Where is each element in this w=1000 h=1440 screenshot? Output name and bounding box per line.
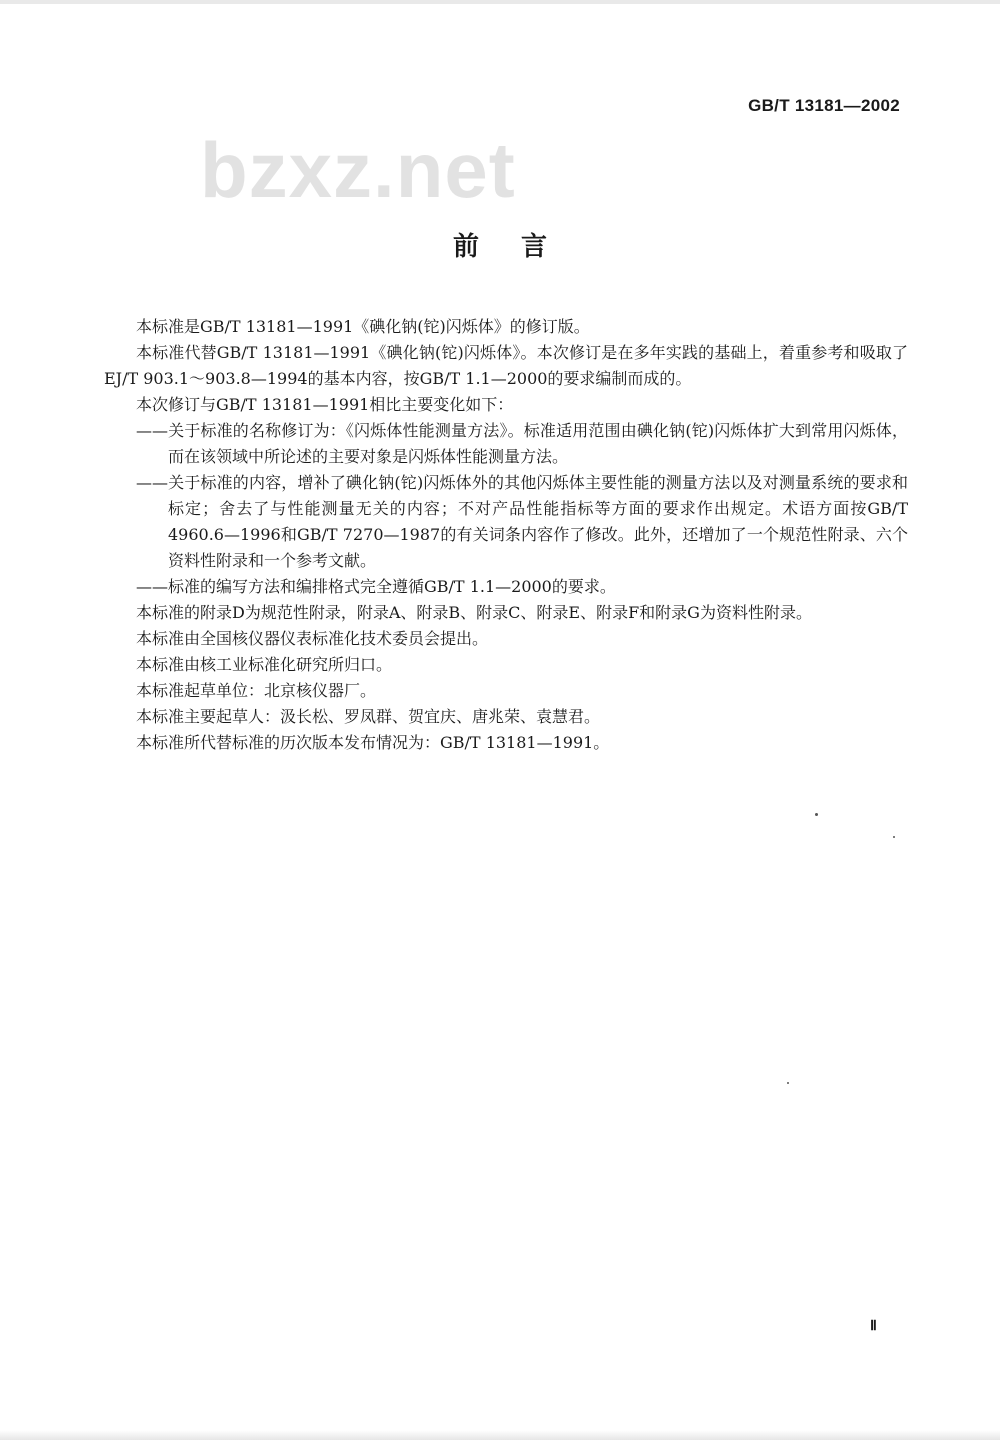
scan-speck — [787, 1082, 789, 1084]
paragraph-replaces: 本标准代替GB/T 13181—1991《碘化钠(铊)闪烁体》。本次修订是在多年实践的基础上，着重参考和吸取了EJ/T 903.1～903.8—1994的基本内容，按GB/T 1.1—2000的要求编制而成的。 — [104, 343, 908, 388]
scan-speck — [815, 813, 818, 816]
paragraph-edition-history: 本标准所代替标准的历次版本发布情况为：GB/T 13181—1991。 — [136, 733, 610, 752]
change-item-content: ——关于标准的内容，增补了碘化钠(铊)闪烁体外的其他闪烁体主要性能的测量方法以及对测量系统的要求和标定；舍去了与性能测量无关的内容；不对产品性能指标等方面的要求作出规定。术语方面按GB/T 4960.6—1996和GB/T 7270—1987的有关词条内容作了修改。此外，还增加了一个规范性附录、六个资料性附录和一个参考文献。 — [136, 473, 908, 570]
paragraph-annexes: 本标准的附录D为规范性附录，附录A、附录B、附录C、附录E、附录F和附录G为资料性附录。 — [136, 603, 812, 622]
paragraph-proposed-by: 本标准由全国核仪器仪表标准化技术委员会提出。 — [136, 629, 489, 648]
standard-code: GB/T 13181—2002 — [748, 96, 900, 115]
page-number: Ⅱ — [870, 1319, 877, 1334]
paragraph-changes-intro: 本次修订与GB/T 13181—1991相比主要变化如下： — [136, 395, 514, 414]
paragraph-revision-of: 本标准是GB/T 13181—1991《碘化钠(铊)闪烁体》的修订版。 — [136, 317, 590, 336]
scan-edge-top — [0, 0, 1000, 4]
paragraph-drafting-unit: 本标准起草单位：北京核仪器厂。 — [136, 681, 377, 700]
paragraph-centralized-by: 本标准由核工业标准化研究所归口。 — [136, 655, 393, 674]
page-title: 前言 — [452, 232, 589, 262]
scan-edge-bottom — [0, 1430, 1000, 1440]
watermark: bzxz.net — [200, 126, 516, 214]
change-item-name: ——关于标准的名称修订为：《闪烁体性能测量方法》。标准适用范围由碘化钠(铊)闪烁体扩大到常用闪烁体，而在该领域中所论述的主要对象是闪烁体性能测量方法。 — [136, 421, 908, 466]
paragraph-drafters: 本标准主要起草人：汲长松、罗凤群、贺宜庆、唐兆荣、袁慧君。 — [136, 707, 601, 726]
change-item-format: ——标准的编写方法和编排格式完全遵循GB/T 1.1—2000的要求。 — [136, 577, 616, 596]
scan-speck — [893, 836, 895, 838]
foreword-body — [104, 314, 908, 756]
